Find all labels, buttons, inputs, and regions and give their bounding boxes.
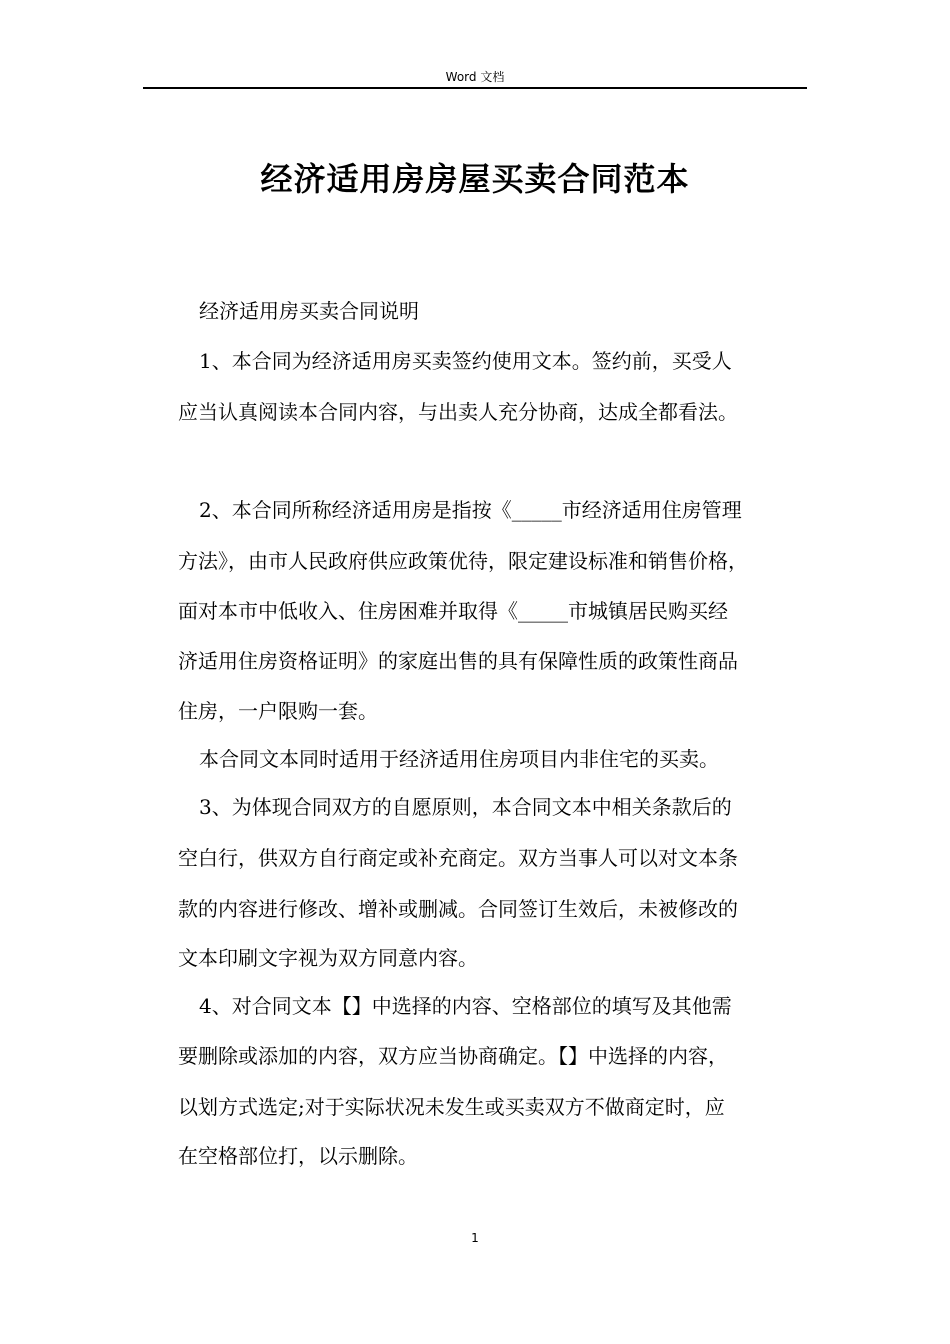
body-line: 方法》，由市人民政府供应政策优待，限定建设标准和销售价格，: [178, 549, 748, 573]
body-line: 面对本市中低收入、住房困难并取得《_____市城镇居民购买经: [178, 599, 728, 623]
body-line: 3、为体现合同双方的自愿原则，本合同文本中相关条款后的: [199, 795, 732, 819]
body-line: 1、本合同为经济适用房买卖签约使用文本。签约前，买受人: [199, 349, 732, 373]
body-line: 以划方式选定;对于实际状况未发生或买卖双方不做商定时，应: [178, 1095, 725, 1119]
document-title: 经济适用房房屋买卖合同范本: [260, 160, 690, 198]
body-line: 要删除或添加的内容，双方应当协商确定。【】中选择的内容，: [178, 1044, 728, 1068]
body-line: 文本印刷文字视为双方同意内容。: [178, 946, 478, 970]
body-line: 4、对合同文本【】中选择的内容、空格部位的填写及其他需: [199, 994, 732, 1018]
body-line: 在空格部位打，以示删除。: [178, 1144, 418, 1168]
body-line: 济适用住房资格证明》的家庭出售的具有保障性质的政策性商品: [178, 649, 738, 673]
body-line: 款的内容进行修改、增补或删减。合同签订生效后，未被修改的: [178, 897, 738, 921]
header-text: Word 文档: [445, 70, 505, 84]
body-line: 空白行，供双方自行商定或补充商定。双方当事人可以对文本条: [178, 846, 738, 870]
body-line: 住房，一户限购一套。: [178, 699, 378, 723]
body-line: 经济适用房买卖合同说明: [199, 299, 419, 323]
body-line: 应当认真阅读本合同内容，与出卖人充分协商，达成全都看法。: [178, 400, 738, 424]
page-number: 1: [471, 1231, 479, 1245]
header-rule: [143, 87, 807, 89]
body-line: 本合同文本同时适用于经济适用住房项目内非住宅的买卖。: [199, 747, 719, 771]
body-line: 2、本合同所称经济适用房是指按《_____市经济适用住房管理: [199, 498, 742, 522]
